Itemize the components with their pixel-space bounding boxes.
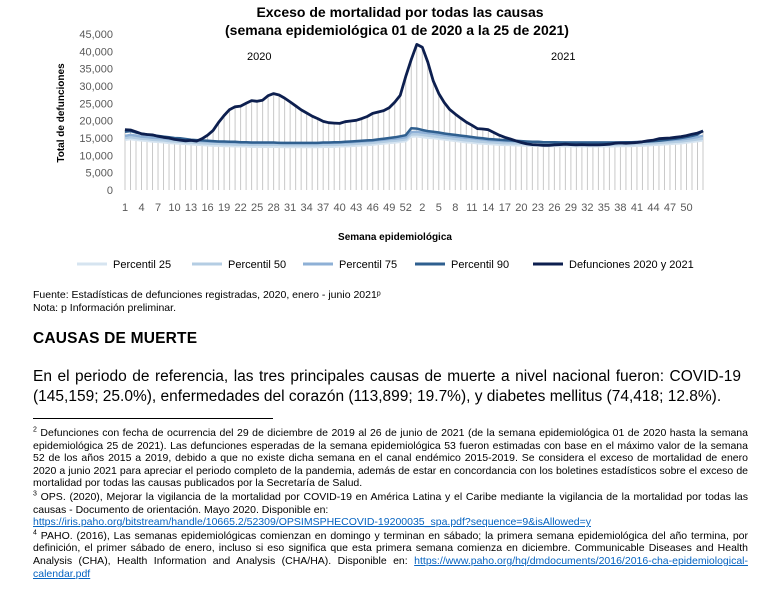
footnote-3 [33, 491, 748, 529]
footnote-mark: 2 [33, 426, 37, 434]
footnote-divider [33, 418, 273, 419]
x-tick-label: 28 [267, 202, 280, 214]
x-tick-label: 49 [383, 202, 396, 214]
x-tick-label: 46 [366, 202, 379, 214]
footnote-text: PAHO. (2016), Las semanas epidemiológicas comienzan en domingo y terminan en sábado; la primera semana epidemiológica del año termina, por definición, el primer sábado de enero, incluso si eso significa que esta primera semana comienza en diciembre. Communicable Diseases and Health Analysis (CHA), Health Information and Analysis (CHA/HA). Disponible en: [33, 529, 748, 567]
x-tick-label: 1 [121, 202, 129, 214]
legend-label: Percentil 75 [339, 259, 398, 271]
year-label-2020: 2020 [247, 51, 272, 63]
x-tick-label: 14 [482, 202, 495, 214]
footnote-2 [33, 427, 748, 490]
source-line: Fuente: Estadísticas de defunciones registradas, 2020, enero - junio 2021ᵖ [33, 289, 381, 301]
x-tick-label: 38 [614, 202, 627, 214]
x-tick-label: 40 [333, 202, 346, 214]
x-tick-label: 26 [548, 202, 561, 214]
x-tick-label: 7 [154, 202, 162, 214]
x-tick-label: 5 [435, 202, 442, 214]
y-tick-label: 15,000 [79, 133, 113, 145]
x-axis-ticks [122, 202, 693, 214]
x-tick-label: 13 [184, 202, 198, 214]
legend-label: Percentil 50 [228, 259, 287, 271]
chart-title-line1: Exceso de mortalidad por todas las causas [256, 4, 544, 20]
y-tick-label: 30,000 [79, 81, 113, 93]
x-axis-label: Semana epidemiológica [338, 232, 452, 243]
section-title: CAUSAS DE MUERTE [33, 330, 198, 347]
y-tick-label: 0 [106, 185, 113, 197]
y-tick-label: 10,000 [79, 150, 113, 163]
x-tick-label: 2 [419, 202, 426, 214]
x-tick-label: 8 [452, 202, 459, 214]
chart-source [33, 289, 381, 315]
x-tick-label: 34 [300, 202, 313, 214]
chart-title-line2: (semana epidemiológica 01 de 2020 a la 25 de 2021) [225, 22, 569, 38]
x-tick-label: 32 [581, 202, 594, 214]
x-tick-label: 10 [168, 202, 181, 214]
x-tick-label: 52 [399, 202, 412, 214]
legend-label: Percentil 25 [113, 259, 172, 271]
y-axis-label: Total de defunciones [56, 63, 67, 163]
x-tick-label: 16 [201, 202, 214, 214]
x-tick-label: 11 [466, 202, 478, 214]
mortality-chart [0, 0, 768, 285]
footnotes [33, 427, 748, 581]
x-tick-label: 29 [564, 202, 578, 214]
footnote-text: OPS. (2020), Mejorar la vigilancia de la mortalidad por COVID-19 en América Latina y el Caribe mediante la vigilancia de la mortalidad por todas las causas - Documento de orientación. Mayo 2020. Disponible en: [33, 490, 749, 516]
x-tick-label: 37 [317, 202, 330, 214]
x-tick-label: 41 [630, 202, 644, 214]
chart-legend [77, 259, 694, 271]
epi-calendar-link[interactable]: https://www.paho.org/hq/dmdocuments/2016/2016-cha-epidemiological-calendar.pdf [33, 554, 749, 580]
legend-label: Defunciones 2020 y 2021 [569, 259, 694, 271]
y-tick-label: 5,000 [85, 167, 113, 180]
x-tick-label: 17 [498, 202, 511, 214]
y-axis-ticks [79, 29, 113, 197]
x-tick-label: 23 [531, 202, 544, 214]
footnote-mark: 3 [33, 490, 37, 498]
causes-paragraph: En el periodo de referencia, las tres principales causas de muerte a nivel nacional fueron: COVID-19 (145,159; 25.0%), enfermedades del corazón (113,899; 19.7%), y diabetes mellitus (74,418; 12.8%). [33, 368, 741, 405]
y-tick-label: 45,000 [79, 29, 113, 41]
series-line [125, 44, 703, 145]
series-lines [125, 44, 703, 147]
footnote-4 [33, 530, 748, 580]
y-tick-label: 20,000 [79, 115, 113, 128]
year-label-2021: 2021 [551, 51, 576, 63]
x-tick-label: 50 [680, 202, 693, 214]
x-tick-label: 22 [234, 202, 247, 214]
x-tick-label: 19 [217, 202, 231, 214]
y-tick-label: 35,000 [79, 63, 113, 76]
x-tick-label: 4 [138, 202, 145, 214]
footnote-mark: 4 [33, 529, 37, 537]
x-tick-label: 31 [284, 202, 297, 214]
note-line: Nota: p Información preliminar. [33, 302, 176, 314]
x-tick-label: 20 [515, 202, 528, 214]
y-tick-label: 40,000 [79, 46, 113, 59]
paho-ops-link[interactable]: https://iris.paho.org/bitstream/handle/10665.2/52309/OPSIMSPHECOVID-19200035_spa.pdf?sequence=9&isAllowed=y [33, 516, 592, 529]
x-tick-label: 47 [663, 202, 677, 214]
x-tick-label: 35 [597, 202, 611, 214]
footnote-text: Defunciones con fecha de ocurrencia del 29 de diciembre de 2019 al 26 de junio de 2021 (de la semana epidemiológica 01 de 2020 hasta la semana epidemiológica 25 de 2021). Las defunciones esperadas de la semana epidemiológica 53 fueron estimadas con base en el máximo valor de la semana 52 de los años 2015 a 2019, debido a que no existe dicha semana en el canal endémico 2015-2019. Se considera el exceso de mortalidad de enero 2020 a junio 2021 para apreciar el periodo completo de la pandemia, además de estar en concordancia con los boletines estadísticos sobre el exceso de mortalidad por todas las causas publicados por la Secretaría de Salud. [33, 427, 748, 490]
x-tick-label: 43 [350, 202, 363, 214]
weekly-bars [125, 44, 703, 190]
x-tick-label: 44 [647, 202, 660, 214]
x-tick-label: 25 [250, 202, 264, 214]
y-tick-label: 25,000 [79, 98, 113, 111]
legend-label: Percentil 90 [451, 259, 510, 271]
